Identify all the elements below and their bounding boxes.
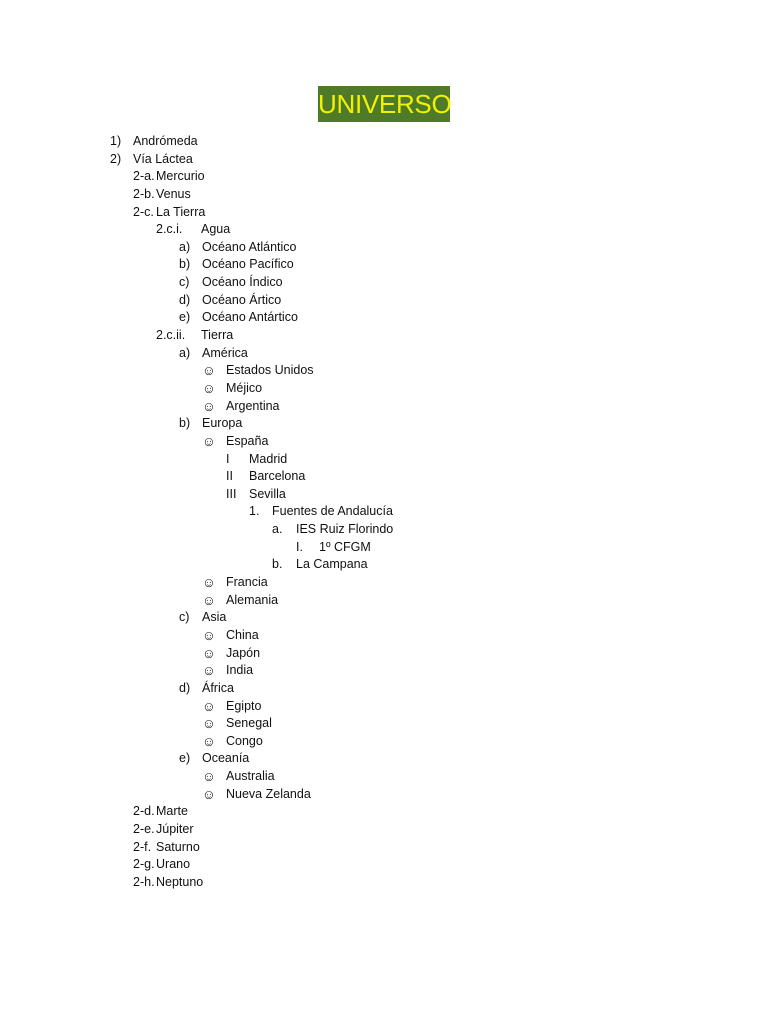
outline-item-level8 (0, 556, 768, 574)
outline-item-level2 (0, 803, 768, 821)
smiley-bullet-icon: ☺ (202, 645, 216, 661)
smiley-bullet-icon: ☺ (202, 786, 216, 802)
outline-marker: I (226, 451, 230, 466)
outline-marker: a. (272, 522, 283, 537)
outline-item-level5 (0, 698, 768, 716)
outline-marker: 1) (110, 134, 122, 148)
outline-item-level2 (0, 821, 768, 839)
outline-item-level5 (0, 662, 768, 680)
outline-item-level2 (0, 204, 768, 222)
smiley-bullet-icon: ☺ (202, 769, 216, 785)
outline-item-level3 (0, 327, 768, 345)
outline-marker: b. (272, 557, 283, 572)
outline-item-level5 (0, 592, 768, 610)
outline-text: Argentina (226, 398, 280, 413)
outline-item-level2 (0, 168, 768, 186)
outline-item-level4 (0, 609, 768, 627)
outline-text: Mercurio (156, 169, 205, 184)
outline-text: Australia (226, 769, 275, 784)
outline-marker: 2-b. (133, 186, 155, 201)
outline-text: Oceanía (202, 751, 250, 766)
outline-item-level5 (0, 715, 768, 733)
outline-text: España (226, 433, 269, 448)
outline-text: Francia (226, 575, 268, 590)
outline-text: China (226, 627, 259, 642)
smiley-bullet-icon: ☺ (202, 592, 216, 608)
smiley-bullet-icon: ☺ (202, 380, 216, 396)
outline-marker: 2.c.ii. (156, 328, 186, 343)
outline-marker: 1. (249, 504, 260, 519)
outline-text: Venus (156, 186, 191, 201)
smiley-bullet-icon: ☺ (202, 363, 216, 379)
outline-marker: 2-c. (133, 204, 154, 219)
outline-text: Júpiter (156, 821, 194, 836)
smiley-bullet-icon: ☺ (202, 698, 216, 714)
outline-marker: e) (179, 751, 191, 766)
outline-text: Estados Unidos (226, 363, 314, 378)
outline-text: Nueva Zelanda (226, 786, 311, 801)
outline-marker: e) (179, 310, 191, 325)
outline-item-level5 (0, 433, 768, 451)
outline-text: Europa (202, 416, 243, 431)
outline-marker: 2-a. (133, 169, 155, 184)
outline-marker: II (226, 469, 233, 484)
outline-item-level4 (0, 750, 768, 768)
outline-marker: a) (179, 345, 191, 360)
outline-marker: 2.c.i. (156, 222, 183, 237)
outline-item-level5 (0, 786, 768, 804)
outline-item-level8 (0, 521, 768, 539)
outline-marker: 2-f. (133, 839, 152, 854)
outline-item-level7 (0, 503, 768, 521)
smiley-bullet-icon: ☺ (202, 575, 216, 591)
outline-item-level5 (0, 362, 768, 380)
outline-text: Océano Ártico (202, 292, 282, 307)
outline-text: Vía Láctea (133, 151, 193, 166)
outline-item-level2 (0, 874, 768, 892)
outline-marker: c) (179, 275, 190, 290)
outline-text: Urano (156, 857, 191, 872)
outline-marker: 2-g. (133, 857, 155, 872)
outline-text: Océano Pacífico (202, 257, 294, 272)
outline-marker: c) (179, 610, 190, 625)
outline-text: Barcelona (249, 469, 306, 484)
outline-text: Tierra (201, 328, 234, 343)
outline-text: Agua (201, 222, 231, 237)
outline-marker: d) (179, 680, 191, 695)
outline-item-level4 (0, 274, 768, 292)
outline-text: Saturno (156, 839, 200, 854)
page-title: UNIVERSO (318, 86, 450, 122)
outline-text: Congo (226, 733, 263, 748)
outline-marker: b) (179, 416, 191, 431)
outline-item-level5 (0, 733, 768, 751)
outline-item-level6 (0, 451, 768, 469)
outline-text: África (202, 680, 234, 695)
outline-text: 1º CFGM (319, 539, 371, 554)
outline-list (0, 133, 768, 892)
outline-text: Méjico (226, 380, 263, 395)
outline-item-level5 (0, 398, 768, 416)
outline-text: Océano Índico (202, 275, 283, 290)
outline-item-level5 (0, 645, 768, 663)
outline-text: Japón (226, 645, 261, 660)
outline-item-level6 (0, 468, 768, 486)
outline-item-level5 (0, 380, 768, 398)
smiley-bullet-icon: ☺ (202, 627, 216, 643)
smiley-bullet-icon: ☺ (202, 663, 216, 679)
outline-text: Sevilla (249, 486, 286, 501)
outline-text: Marte (156, 804, 188, 819)
outline-text: IES Ruiz Florindo (296, 522, 394, 537)
outline-marker: 2-d. (133, 804, 155, 819)
smiley-bullet-icon: ☺ (202, 398, 216, 414)
outline-item-level2 (0, 856, 768, 874)
outline-item-level5 (0, 574, 768, 592)
outline-item-level4 (0, 292, 768, 310)
outline-item-level5 (0, 627, 768, 645)
outline-item-level4 (0, 256, 768, 274)
outline-item-level1 (0, 133, 768, 151)
outline-text: Asia (202, 610, 227, 625)
outline-item-level9 (0, 539, 768, 557)
outline-text: La Campana (296, 557, 368, 572)
outline-marker: III (226, 486, 237, 501)
outline-text: Neptuno (156, 874, 204, 889)
outline-item-level3 (0, 221, 768, 239)
outline-item-level4 (0, 680, 768, 698)
outline-text: Océano Antártico (202, 310, 298, 325)
outline-text: América (202, 345, 248, 360)
outline-item-level4 (0, 345, 768, 363)
smiley-bullet-icon: ☺ (202, 733, 216, 749)
outline-item-level6 (0, 486, 768, 504)
outline-text: Egipto (226, 698, 262, 713)
outline-text: Océano Atlántico (202, 239, 297, 254)
outline-text: Madrid (249, 451, 288, 466)
outline-item-level4 (0, 309, 768, 327)
outline-marker: 2-e. (133, 821, 155, 836)
outline-marker: d) (179, 292, 191, 307)
outline-text: Senegal (226, 716, 272, 731)
outline-text: Alemania (226, 592, 279, 607)
outline-item-level2 (0, 186, 768, 204)
outline-marker: b) (179, 257, 191, 272)
outline-item-level5 (0, 768, 768, 786)
outline-text: Fuentes de Andalucía (272, 504, 393, 519)
outline-marker: 2-h. (133, 874, 155, 889)
outline-marker: a) (179, 239, 191, 254)
outline-text: India (226, 663, 254, 678)
outline-marker: 2) (110, 151, 122, 166)
outline-text: La Tierra (156, 204, 206, 219)
outline-text: Andrómeda (133, 134, 198, 148)
outline-item-level4 (0, 415, 768, 433)
outline-item-level1 (0, 151, 768, 169)
outline-marker: I. (296, 539, 303, 554)
outline-item-level4 (0, 239, 768, 257)
outline-item-level2 (0, 839, 768, 857)
smiley-bullet-icon: ☺ (202, 433, 216, 449)
smiley-bullet-icon: ☺ (202, 716, 216, 732)
